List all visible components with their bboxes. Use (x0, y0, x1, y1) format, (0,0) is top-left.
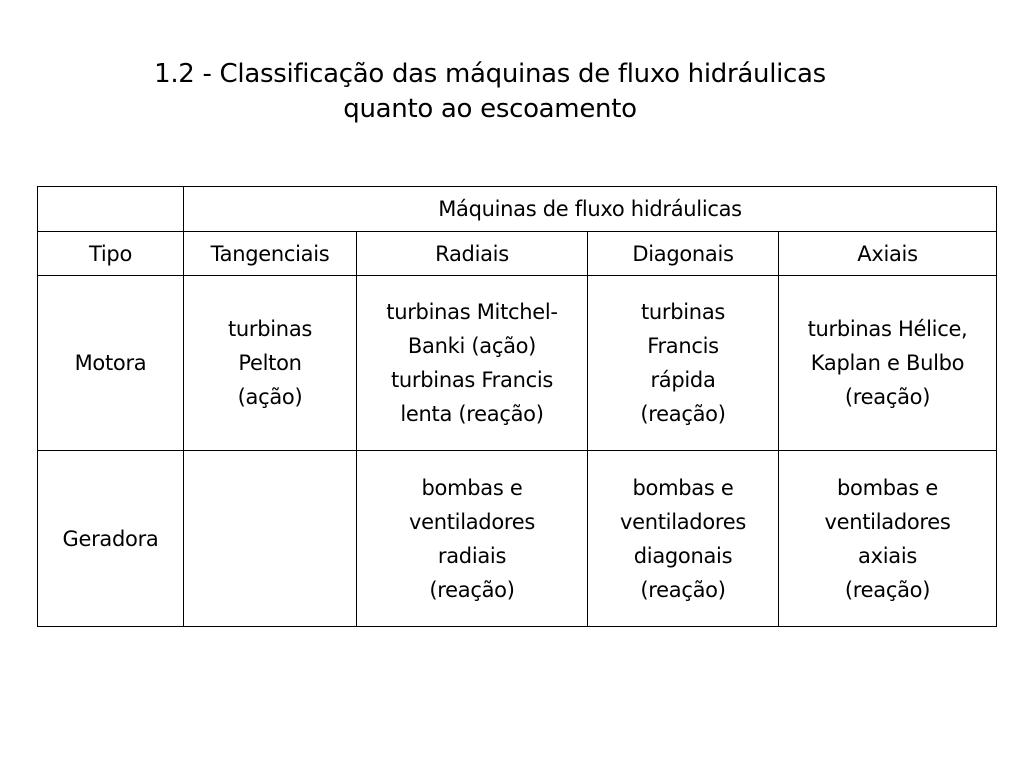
cell-motora-radiais (357, 276, 588, 451)
table-row-motora (38, 276, 997, 451)
cell-line: turbinas Mitchel- (386, 300, 558, 324)
column-header-diagonais: Diagonais (588, 232, 779, 276)
empty-corner-cell (38, 187, 184, 232)
cell-line: turbinas (227, 317, 313, 341)
cell-geradora-tangenciais-empty (184, 451, 357, 627)
column-header-radiais: Radiais (357, 232, 588, 276)
cell-line: bombas e (632, 475, 734, 500)
group-header-cell: Máquinas de fluxo hidráulicas (184, 187, 997, 232)
cell-line: (reação) (640, 402, 726, 426)
cell-line: turbinas (640, 300, 726, 324)
cell-motora-diagonais (588, 276, 779, 451)
cell-line: ventiladores (619, 509, 747, 534)
cell-geradora-diagonais (588, 451, 779, 627)
column-header-tangenciais: Tangenciais (184, 232, 357, 276)
cell-line: Pelton (238, 351, 302, 375)
cell-line: lenta (reação) (400, 402, 544, 426)
cell-line: (reação) (640, 577, 726, 602)
cell-line: Francis (647, 334, 719, 358)
cell-geradora-axiais (779, 451, 997, 627)
cell-line: diagonais (633, 543, 733, 568)
table-column-header-row (38, 232, 997, 276)
cell-line: Banki (ação) (407, 334, 537, 358)
row-label-geradora: Geradora (38, 451, 184, 627)
slide-title (60, 57, 920, 127)
cell-geradora-radiais (357, 451, 588, 627)
cell-line: rápida (650, 368, 716, 392)
cell-line: (reação) (429, 577, 515, 602)
cell-line: (reação) (844, 577, 931, 602)
classification-table (37, 186, 997, 627)
column-header-axiais: Axiais (779, 232, 997, 276)
cell-line: (ação) (237, 385, 303, 409)
row-label-motora: Motora (38, 276, 184, 451)
cell-line: bombas e (837, 475, 938, 500)
table-row-geradora (38, 451, 997, 627)
table-group-header-row (38, 187, 997, 232)
cell-motora-tangenciais (184, 276, 357, 451)
cell-line: axiais (858, 543, 917, 568)
cell-line: turbinas Francis (390, 368, 554, 392)
column-header-tipo: Tipo (38, 232, 184, 276)
cell-line: turbinas Hélice, (807, 317, 968, 341)
slide-title-line-2: quanto ao escoamento (343, 94, 637, 124)
cell-line: radiais (437, 543, 507, 568)
cell-motora-axiais (779, 276, 997, 451)
slide-title-line-1: 1.2 - Classificação das máquinas de fluxo hidráulicas (154, 59, 826, 89)
cell-line: Kaplan e Bulbo (810, 351, 965, 375)
cell-line: ventiladores (408, 509, 536, 534)
cell-line: bombas e (421, 475, 523, 500)
cell-line: ventiladores (824, 509, 951, 534)
cell-line: (reação) (844, 385, 931, 409)
